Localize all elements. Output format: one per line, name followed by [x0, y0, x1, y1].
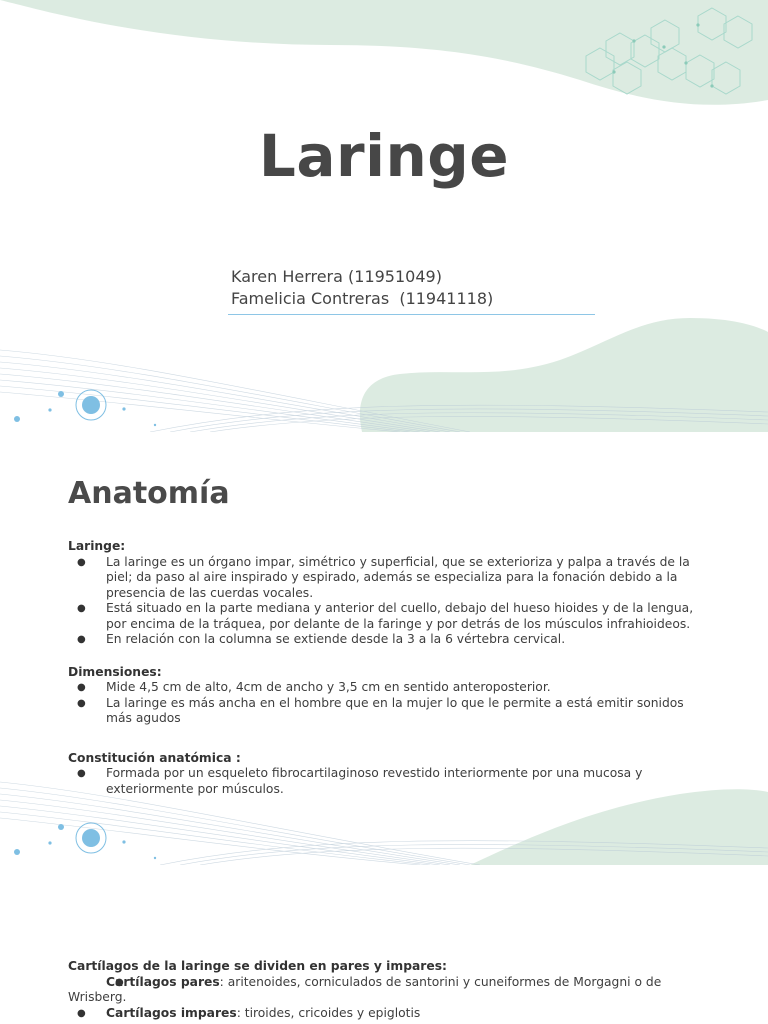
decorative-dots	[14, 390, 156, 426]
cartilage-description: : tiroides, cricoides y epiglotis	[236, 1005, 421, 1020]
slide-title: Laringe	[258, 122, 510, 190]
author-line-2: Famelicia Contreras (11941118)	[231, 289, 494, 308]
constitucion-list	[68, 766, 698, 797]
anatomy-content	[68, 539, 698, 797]
list-item: ● Está situado en la parte mediana y anterior del cuello, debajo del hueso hioides y de la lengua, por encima de la tráquea, por delante de la faringe y por detrás de los músculos infrahioideos.	[68, 601, 698, 632]
list-item: ● Formada por un esqueleto fibrocartilaginoso revestido interiormente por una mucosa y exteriormente por músculos.	[68, 766, 698, 797]
section-title-dimensiones: Dimensiones:	[68, 664, 162, 679]
section-title-constitucion: Constitución anatómica :	[68, 750, 241, 765]
list-item: ● En relación con la columna se extiende desde la 3 a la 6 vértebra cervical.	[68, 632, 698, 648]
section-heading: Anatomía	[68, 476, 230, 511]
anatomy-slide	[0, 432, 768, 865]
cartilage-list	[68, 975, 708, 1022]
title-slide-background	[0, 0, 768, 432]
author-list	[231, 266, 493, 310]
section-title-laringe: Laringe:	[68, 539, 126, 553]
dimensiones-list	[68, 680, 698, 727]
cartilage-slide	[0, 865, 768, 1024]
author-line-1: Karen Herrera (11951049)	[231, 267, 442, 286]
laringe-list	[68, 555, 698, 648]
cartilage-content	[68, 959, 708, 1021]
title-slide	[0, 0, 768, 432]
list-item: ● La laringe es más ancha en el hombre que en la mujer lo que le permite a está emitir sonidos más agudos	[68, 696, 698, 727]
bottom-blob-shape	[470, 789, 768, 865]
top-wave-shape	[0, 0, 768, 105]
bottom-blob-shape	[360, 318, 768, 432]
list-item: ● Mide 4,5 cm de alto, 4cm de ancho y 3,5 cm en sentido anteroposterior.	[68, 680, 698, 696]
cartilage-description: : aritenoides, corniculados de santorini y cuneiformes de Morgagni o de Wrisberg.	[68, 974, 662, 1004]
list-item	[68, 975, 708, 1006]
author-underline	[228, 314, 595, 315]
list-item: ● La laringe es un órgano impar, simétrico y superficial, que se exterioriza y palpa a través de la piel; da paso al aire inspirado y espirado, además se especializa para la fonación debido a la presencia de las cuerdas vocales.	[68, 555, 698, 602]
list-item	[68, 1006, 708, 1022]
cartilage-term: Cartílagos impares	[106, 1005, 237, 1020]
cartilage-title: Cartílagos de la laringe se dividen en pares y impares:	[68, 959, 447, 973]
cartilage-term: Cartílagos pares	[106, 974, 220, 989]
